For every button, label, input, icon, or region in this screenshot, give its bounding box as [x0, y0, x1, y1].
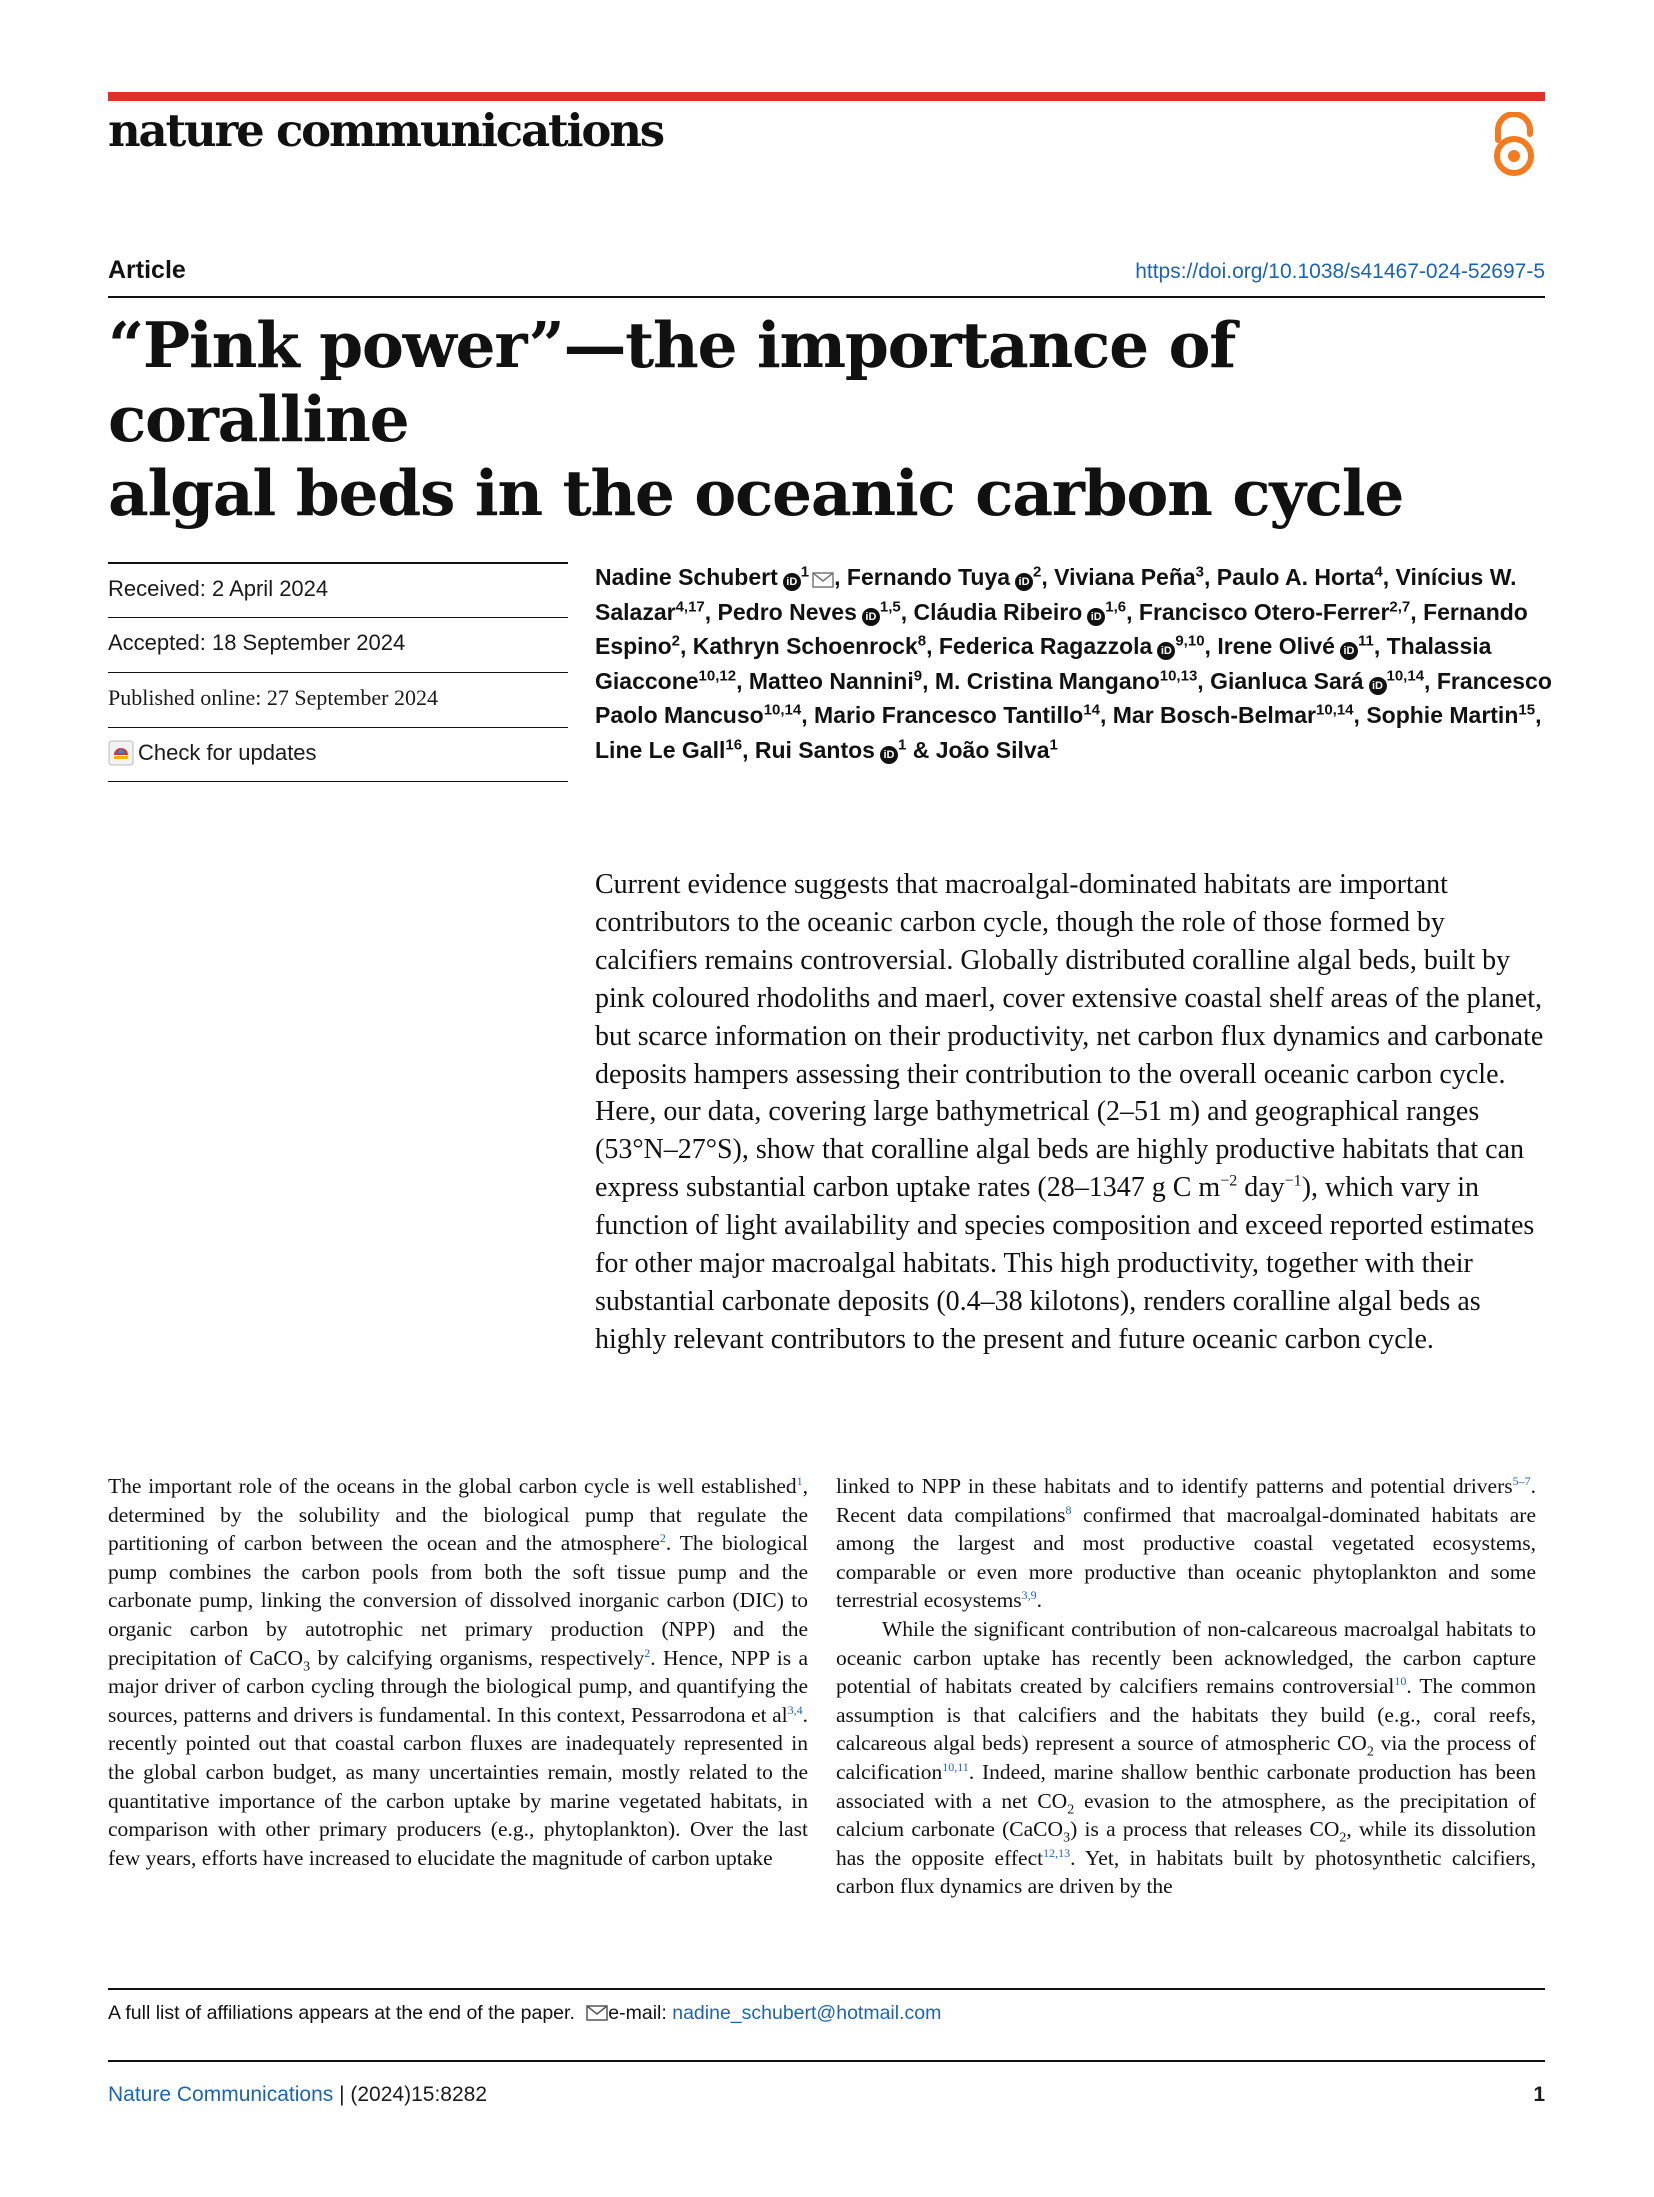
abstract-text-3: ), which vary in function of light availability and species composition and exceed reported estimates for other major macroalgal habitats. This high productivity, together with their substantial carbonate deposits (0.4–38 kilotons), renders coralline algal beds as highly relevant contributors to the present and future oceanic carbon cycle. [595, 1172, 1535, 1355]
body-text: , determined by the solubility and the biological pump that regulate the partitioning of carbon between the ocean and the atmosphere [108, 1474, 808, 1556]
body-text: , while its dissolution has the opposite effect [836, 1817, 1537, 1870]
subscript: 3 [1063, 1830, 1071, 1846]
author-list: Nadine Schubert $iD^1$ , Fernando Tuya $iD^2$, Viviana Peña$^3$, Paulo A. Horta$^4$, Vinícius W. Salazar$^{4,17}$, Pedro Neves iD$^{1,5}$, Cláudia Ribeiro iD$^{1,6}$, Francisco Otero-Ferrer$^{2,7}$, Fernando Espino$^2$, Kathryn Schoenrock$^8$, Federica Ragazzola iD$^{9,10}$, Irene Olivé $iD^{11}$, Thalassia Giaccone$^{10,12}$, Matteo Nannini$^9$, M. Cristina Mangano$^{10,13}$, Gianluca Sará iD$^{10,14}$, Francesco Paolo Mancuso$^{10,14}$, Mario Francesco Tantillo$^{14}$, Mar Bosch-Belmar$^{10,14}$, Sophie Martin$^{15}$, Line Le Gall$^{16}$, Rui Santos $iD^1$ & João Silva$^1$ [595, 563, 1552, 763]
title-line-1: “Pink power”—the importance of coralline [108, 308, 1236, 456]
affiliation-number: 2 [1033, 563, 1042, 581]
author-name[interactable]: Mario Francesco Tantillo [814, 702, 1084, 729]
article-type: Article [108, 256, 186, 284]
abstract-sup-1: −2 [1220, 1172, 1238, 1190]
subscript: 3 [303, 1658, 311, 1674]
affiliation-number: 4,17 [675, 597, 705, 615]
affiliation-number: 1,5 [879, 597, 901, 615]
body-text: confirmed that macroalgal-dominated habitats are among the largest and most productive coastal vegetated ecosystems, comparable or even more productive than oceanic phytoplankton and some terrestrial ecosystems [836, 1502, 1536, 1613]
footer-journal-link[interactable]: Nature Communications [108, 2083, 334, 2106]
citation-link[interactable]: 3,9 [1021, 1588, 1037, 1603]
author-name[interactable]: Francisco Otero-Ferrer [1138, 598, 1390, 625]
body-text: . The common assumption is that calcifiers and the habitats they build (e.g., coral reefs, calcareous algal beds) represent a source of atmospheric CO [836, 1674, 1536, 1756]
author-name[interactable]: Line Le Gall [595, 736, 726, 763]
footer-divider [108, 2060, 1545, 2062]
published-date [108, 672, 568, 727]
affiliation-number: 4 [1374, 563, 1383, 581]
author-name[interactable]: Kathryn Schoenrock [692, 633, 918, 660]
affiliation-number: 1 [800, 563, 810, 581]
orcid-icon[interactable]: iD [1015, 573, 1033, 591]
body-text: The important role of the oceans in the global carbon cycle is well established [108, 1474, 797, 1498]
affiliation-number: 2 [671, 632, 681, 650]
author-name[interactable]: João Silva [935, 736, 1050, 763]
author-name[interactable]: Gianluca Sará [1210, 667, 1364, 694]
page-number: 1 [1533, 2083, 1545, 2106]
article-meta [108, 562, 568, 782]
affiliation-number: 15 [1518, 701, 1536, 719]
orcid-icon[interactable]: iD [783, 573, 801, 591]
orcid-icon[interactable]: iD [1340, 642, 1358, 660]
footer-volume: | (2024)15:8282 [333, 2083, 488, 2106]
affiliation-number: 14 [1083, 701, 1100, 719]
author-name[interactable]: Mar Bosch-Belmar [1112, 702, 1316, 729]
author-name[interactable]: Federica Ragazzola [938, 633, 1153, 660]
body-column-left [108, 1472, 808, 1872]
body-text: . Yet, in habitats built by photosynthetic calcifiers, carbon flux dynamics are driven by the [836, 1845, 1536, 1899]
abstract-text-2: day [1237, 1172, 1285, 1204]
author-name[interactable]: M. Cristina Mangano [934, 667, 1160, 694]
check-updates-label: Check for updates [138, 740, 317, 765]
citation-link[interactable]: 1 [796, 1473, 803, 1488]
orcid-icon[interactable]: iD [1157, 642, 1175, 660]
affiliation-number: 8 [917, 632, 927, 650]
body-text: linked to NPP in these habitats and to identify patterns and potential drivers [836, 1474, 1513, 1498]
orcid-icon[interactable]: iD [1369, 677, 1387, 695]
affiliation-number: 9,10 [1175, 632, 1205, 650]
author-name[interactable]: Vinícius W. Salazar [595, 564, 1517, 625]
orcid-icon[interactable]: iD [880, 746, 898, 764]
published-text: Published online: 27 September 2024 [108, 685, 438, 710]
footnote [108, 2002, 941, 2025]
body-text: ) is a process that releases CO [1070, 1817, 1340, 1842]
author-name[interactable]: Irene Olivé [1217, 633, 1335, 660]
mail-icon[interactable] [812, 572, 834, 588]
affiliation-number: 1 [1049, 736, 1058, 754]
abstract-text-1: Current evidence suggests that macroalgal-dominated habitats are important contributors to the oceanic carbon cycle, though the role of those formed by calcifiers remains controversial. Globally distributed coralline algal beds, built by pink coloured rhodoliths and maerl, cover extensive coastal shelf areas of the planet, but scarce information on their productivity, net carbon flux dynamics and carbonate deposits hampers assessing their contribution to the overall oceanic carbon cycle. Here, our data, covering large bathymetrical (2–51 m) and geographical ranges (53°N–27°S), show that coralline algal beds are highly productive habitats that can express substantial carbon uptake rates (28–1347 g C m [595, 869, 1544, 1204]
body-paragraph [836, 1615, 1536, 1901]
author-name[interactable]: Rui Santos [754, 736, 875, 763]
journal-logo: nature communications [108, 104, 663, 157]
affiliation-number: 2,7 [1389, 597, 1411, 615]
author-name[interactable]: Nadine Schubert [595, 564, 778, 590]
orcid-icon[interactable]: iD [862, 608, 880, 626]
author-name[interactable]: Paulo A. Horta [1216, 564, 1375, 590]
author-name[interactable]: Francesco Paolo Mancuso [595, 667, 1552, 729]
footnote-divider [108, 1988, 1545, 1990]
citation-link[interactable]: 5–7 [1512, 1473, 1531, 1488]
doi-link[interactable]: https://doi.org/10.1038/s41467-024-52697-5 [1135, 260, 1545, 283]
body-text: . The biological pump combines the carbon pools from both the soft tissue pump and the carbonate pump, linking the conversion of dissolved inorganic carbon (DIC) to organic carbon by autotrophic net primary production (NPP) and the precipitation of CaCO [108, 1531, 808, 1670]
citation-link[interactable]: 2 [659, 1531, 666, 1546]
abstract-sup-2: −1 [1284, 1172, 1302, 1190]
subscript: 2 [1339, 1830, 1347, 1846]
affiliation-number: 11 [1357, 632, 1374, 650]
subscript: 2 [1067, 1801, 1075, 1817]
body-text: . Recent data compilations [836, 1474, 1536, 1527]
title-line-2: algal beds in the oceanic carbon cycle [108, 456, 1404, 530]
affiliations-note: A full list of affiliations appears at the end of the paper. [108, 2002, 575, 2024]
body-text: by calcifying organisms, respectively [310, 1645, 645, 1670]
affiliation-number: 10,13 [1159, 667, 1198, 685]
check-for-updates-icon [108, 740, 134, 766]
affiliation-number: 10,14 [1315, 701, 1354, 719]
open-access-icon [1488, 112, 1540, 178]
abstract [595, 866, 1545, 1359]
header-divider [108, 296, 1545, 298]
affiliation-number: 3 [1195, 563, 1205, 581]
author-name[interactable]: Sophie Martin [1366, 702, 1519, 729]
body-paragraph [836, 1472, 1536, 1615]
affiliation-number: 10,14 [763, 701, 802, 719]
body-text: While the significant contribution of non-calcareous macroalgal habitats to oceanic carbon uptake has recently been acknowledged, the carbon capture potential of habitats created by calcifiers remains controversial [836, 1616, 1536, 1699]
affiliation-number: 10,12 [698, 667, 737, 685]
header-accent-bar [108, 92, 1545, 101]
citation-link[interactable]: 8 [1065, 1502, 1072, 1517]
footer-citation [108, 2083, 487, 2107]
email-label: e-mail: [608, 2002, 667, 2024]
body-text: via the process of calcification [836, 1731, 1537, 1784]
subscript: 2 [1366, 1744, 1374, 1760]
author-name[interactable]: Matteo Nannini [748, 667, 914, 694]
mail-icon [586, 2005, 608, 2021]
body-text: . Hence, NPP is a major driver of carbon cycling through the biological pump, and quantifying the sources, patterns and drivers is fundamental. In this context, Pessarrodona et al [108, 1645, 808, 1727]
email-link[interactable]: nadine_schubert@hotmail.com [672, 2002, 942, 2024]
body-text: . [1036, 1588, 1043, 1613]
affiliation-number: 9 [913, 667, 923, 685]
body-text: . recently pointed out that coastal carbon fluxes are inadequately represented in the global carbon budget, as many uncertainties remain, mostly related to the quantitative importance of the carbon uptake by marine vegetated habitats, in comparison with other primary producers (e.g., phytoplankton). Over the last few years, efforts have increased to elucidate the magnitude of carbon uptake [108, 1702, 808, 1870]
author-name[interactable]: Thalassia Giaccone [595, 633, 1492, 694]
citation-link[interactable]: 10 [1394, 1674, 1407, 1688]
affiliation-number: 1 [897, 736, 907, 754]
accepted-date: Accepted: 18 September 2024 [108, 617, 568, 672]
affiliation-number: 10,14 [1386, 667, 1425, 685]
check-updates-link[interactable] [108, 727, 568, 782]
orcid-icon[interactable]: iD [1087, 608, 1105, 626]
citation-link[interactable]: 12,13 [1043, 1845, 1071, 1860]
body-text: evasion to the atmosphere, as the precipitation of calcium carbonate (CaCO [836, 1788, 1536, 1842]
article-title [108, 308, 1545, 530]
citation-link[interactable]: 10,11 [942, 1759, 969, 1774]
author-name[interactable]: Fernando Espino [595, 598, 1528, 660]
author-name[interactable]: Viviana Peña [1054, 564, 1196, 590]
affiliation-number: 1,6 [1105, 597, 1127, 615]
affiliation-number: 16 [725, 736, 743, 754]
received-date: Received: 2 April 2024 [108, 562, 568, 617]
author-name[interactable]: Fernando Tuya [846, 564, 1011, 590]
citation-link[interactable]: 3,4 [787, 1702, 803, 1717]
body-column-right [836, 1472, 1536, 1901]
author-name[interactable]: Cláudia Ribeiro [913, 598, 1083, 625]
author-name[interactable]: Pedro Neves [717, 598, 857, 625]
body-text: . Indeed, marine shallow benthic carbonate production has been associated with a net CO [836, 1759, 1536, 1813]
citation-link[interactable]: 2 [644, 1645, 651, 1660]
